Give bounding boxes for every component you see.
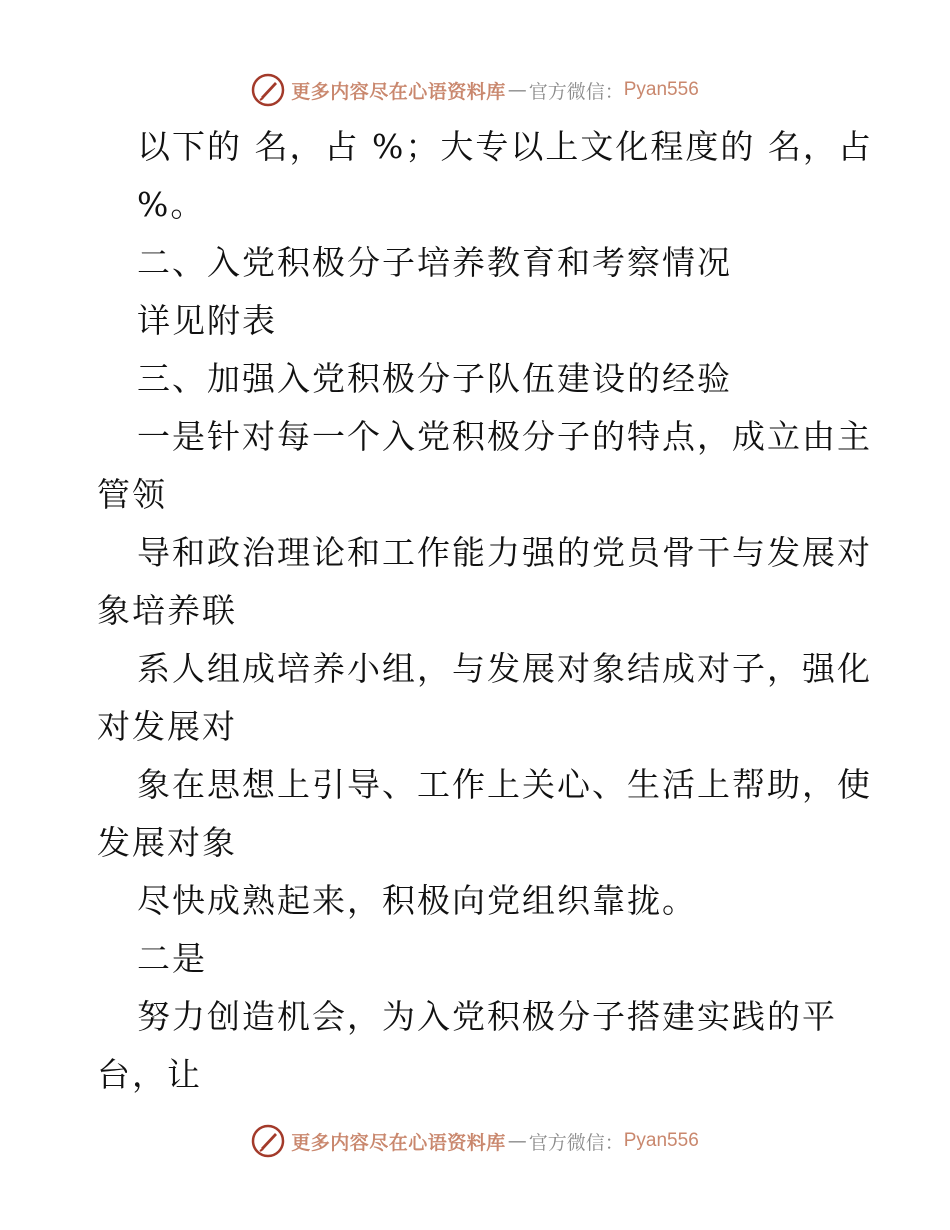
text-line: 系人组成培养小组，与发展对象结成对子，强化 [137, 649, 872, 688]
banner-contact-label: 官方微信： [528, 80, 624, 103]
quill-logo-icon [251, 73, 285, 107]
text-line: 尽快成熟起来，积极向党组织靠拢。 [137, 881, 697, 920]
text-line: 台，让 [97, 1055, 202, 1094]
text-line: 对发展对 [97, 707, 237, 746]
text-line: 一是针对每一个入党积极分子的特点，成立由主 [137, 417, 872, 456]
text-line: 发展对象 [97, 823, 237, 862]
document-body [97, 118, 873, 1104]
text-line: %。 [137, 185, 206, 224]
quill-logo-icon [251, 1124, 285, 1158]
text-line: 二、入党积极分子培养教育和考察情况 [137, 243, 732, 282]
text-line: 以下的 名，占 %；大专以上文化程度的 名，占 [137, 127, 873, 166]
banner-contact-id: Pyan556 [623, 1130, 699, 1151]
banner-separator: — [507, 1130, 527, 1152]
banner-separator: — [507, 79, 527, 101]
text-line: 详见附表 [137, 301, 277, 340]
footer-banner [0, 1121, 950, 1161]
header-banner [0, 70, 950, 110]
banner-contact-label: 官方微信： [528, 1131, 624, 1154]
text-line: 三、加强入党积极分子队伍建设的经验 [137, 359, 732, 398]
text-line: 管领 [97, 475, 167, 514]
text-line: 象培养联 [97, 591, 237, 630]
text-line: 导和政治理论和工作能力强的党员骨干与发展对 [137, 533, 872, 572]
text-line: 努力创造机会，为入党积极分子搭建实践的平 [137, 997, 837, 1036]
banner-title: 更多内容尽在心语资料库 [291, 1131, 506, 1154]
text-line: 象在思想上引导、工作上关心、生活上帮助，使 [137, 765, 872, 804]
text-line: 二是 [137, 939, 207, 978]
banner-title: 更多内容尽在心语资料库 [291, 80, 506, 103]
banner-contact-id: Pyan556 [623, 79, 699, 100]
